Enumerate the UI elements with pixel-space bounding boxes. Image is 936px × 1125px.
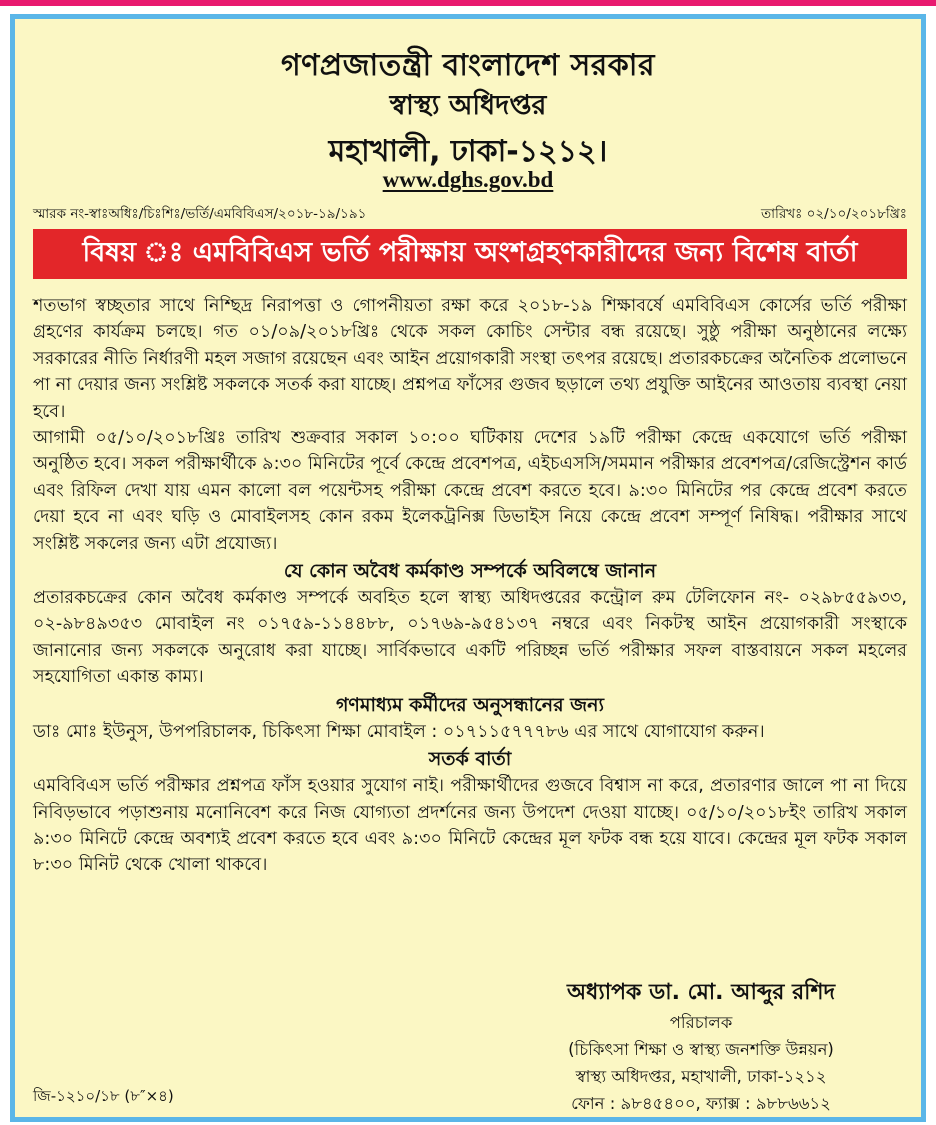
signatory-office: স্বাস্থ্য অধিদপ্তর, মহাখালী, ঢাকা-১২১২: [575, 1067, 827, 1086]
notice-frame: [10, 14, 926, 1122]
signatory-division: (চিকিৎসা শিক্ষা ও স্বাস্থ্য জনশক্তি উন্নয়ন): [568, 1040, 834, 1059]
paragraph-media-contact: ডাঃ মোঃ ইউনুস, উপপরিচালক, চিকিৎসা শিক্ষা মোবাইল : ০১৭১১৫৭৭৭৮৬ এর সাথে যোগাযোগ করুন।: [33, 721, 765, 742]
heading-media-inquiry: গণমাধ্যম কর্মীদের অনুসন্ধানের জন্য: [335, 693, 605, 716]
memo-reference: স্মারক নং-স্বাঃঅধিঃ/চিঃশিঃ/ভর্তি/এমবিবিএস/২০১৮-১৯/১৯১: [33, 206, 367, 222]
signatory-contact: ফোন : ৯৮৪৫৪০০, ফ্যাক্স : ৯৮৮৬৬১২: [571, 1094, 831, 1113]
signatory-name: অধ্যাপক ডা. মো. আব্দুর রশিদ: [566, 980, 836, 1005]
top-color-strip: [0, 0, 936, 6]
paragraph-exam-schedule: আগামী ০৫/১০/২০১৮খ্রিঃ তারিখ শুক্রবার সকাল ১০:০০ ঘটিকায় দেশের ১৯টি পরীক্ষা কেন্দ্রে একযোগে ভর্তি পরীক্ষা অনুষ্ঠিত হবে। সকল পরীক্ষার্থীকে ৯:৩০ মিনিটের পূর্বে কেন্দ্রে প্রবেশপত্র, এইচএসসি/সমমান পরীক্ষার প্রবেশপত্র/রেজিস্ট্রেশন কার্ড এবং রিফিল দেখা যায় এমন কালো বল পয়েন্টসহ পরীক্ষা কেন্দ্রে প্রবেশ করতে হবে। ৯:৩০ মিনিটের পর কেন্দ্রে প্রবেশ করতে দেয়া হবে না এবং ঘড়ি ও মোবাইলসহ কোন রকম ইলেকট্রনিক্স ডিভাইস নিয়ে কেন্দ্রে প্রবেশ সম্পূর্ণ নিষিদ্ধ। পরীক্ষার সাথে সংশ্লিষ্ট সকলের জন্য এটা প্রযোজ্য।: [33, 428, 907, 554]
government-title: গণপ্রজাতন্ত্রী বাংলাদেশ সরকার: [281, 48, 655, 83]
subject-text: বিষয় ঃ এমবিবিএস ভর্তি পরীক্ষায় অংশগ্রহণকারীদের জন্য বিশেষ বার্তা: [82, 236, 858, 268]
memo-row: [33, 203, 907, 226]
memo-date: তারিখঃ ০২/১০/২০১৮খ্রিঃ: [760, 206, 907, 222]
paragraph-control-room: প্রতারকচক্রের কোন অবৈধ কর্মকাণ্ড সম্পর্কে অবহিত হলে স্বাস্থ্য অধিদপ্তরের কন্ট্রোল রুম টেলিফোন নং- ০২৯৮৫৫৯৩৩, ০২-৯৮৪৯৩৫৩ মোবাইল নং ০১৭৫৯-১১৪৪৮৮, ০১৭৬৯-৯৫৪১৩৭ নম্বরে এবং নিকটস্থ আইন প্রয়োগকারী সংস্থাকে জানানোর জন্য সকলকে অনুরোধ করা যাচ্ছে। সার্বিকভাবে একটি পরিচ্ছন্ন ভর্তি পরীক্ষার সফল বাস্তবায়নে সকল মহলের সহযোগিতা একান্ত কাম্য।: [33, 588, 907, 688]
gazette-code: জি-১২১০/১৮ (৮″×৪): [33, 1087, 174, 1105]
heading-report-illegal: যে কোন অবৈধ কর্মকাণ্ড সম্পর্কে অবিলম্বে জানান: [283, 560, 657, 583]
department-address: মহাখালী, ঢাকা-১২১২।: [328, 134, 608, 169]
notice-body: [33, 293, 907, 879]
website-link[interactable]: www.dghs.gov.bd: [382, 167, 554, 192]
department-title: স্বাস্থ্য অধিদপ্তর: [389, 90, 547, 121]
website-link-wrapper: [15, 167, 921, 193]
paragraph-warning: এমবিবিএস ভর্তি পরীক্ষার প্রশ্নপত্র ফাঁস হওয়ার সুযোগ নাই। পরীক্ষার্থীদের গুজবে বিশ্বাস না করে, প্রতারণার জালে পা না দিয়ে নিবিড়ভাবে পড়াশুনায় মনোনিবেশ করে নিজ যোগ্যতা প্রদর্শনের জন্য উপদেশ দেওয়া যাচ্ছে। ০৫/১০/২০১৮ইং তারিখ সকাল ৯:৩০ মিনিটে কেন্দ্রে অবশ্যই প্রবেশ করতে হবে এবং ৯:৩০ মিনিটে কেন্দ্রের মূল ফটক বন্ধ হয়ে যাবে। কেন্দ্রের মূল ফটক সকাল ৮:৩০ মিনিট থেকে খোলা থাকবে।: [33, 776, 907, 876]
paragraph-intro: শতভাগ স্বচ্ছতার সাথে নিশ্ছিদ্র নিরাপত্তা ও গোপনীয়তা রক্ষা করে ২০১৮-১৯ শিক্ষাবর্ষে এমবিবিএস কোর্সের ভর্তি পরীক্ষা গ্রহণের কার্যক্রম চলছে। গত ০১/০৯/২০১৮খ্রিঃ থেকে সকল কোচিং সেন্টার বন্ধ রয়েছে। সুষ্ঠু পরীক্ষা অনুষ্ঠানের লক্ষ্যে সরকারের নীতি নির্ধারণী মহল সজাগ রয়েছেন এবং আইন প্রয়োগকারী সংস্থা তৎপর রয়েছে। প্রতারকচক্রের অনৈতিক প্রলোভনে পা না দেয়ার জন্য সংশ্লিষ্ট সকলকে সতর্ক করা যাচ্ছে। প্রশ্নপত্র ফাঁসের গুজব ছড়ালে তথ্য প্রযুক্তি আইনের আওতায় ব্যবস্থা নেয়া হবে।: [33, 296, 907, 422]
heading-warning: সতর্ক বার্তা: [428, 748, 512, 771]
subject-banner: [33, 229, 907, 279]
signatory-title: পরিচালক: [669, 1013, 733, 1032]
signature-block: [521, 977, 881, 1117]
